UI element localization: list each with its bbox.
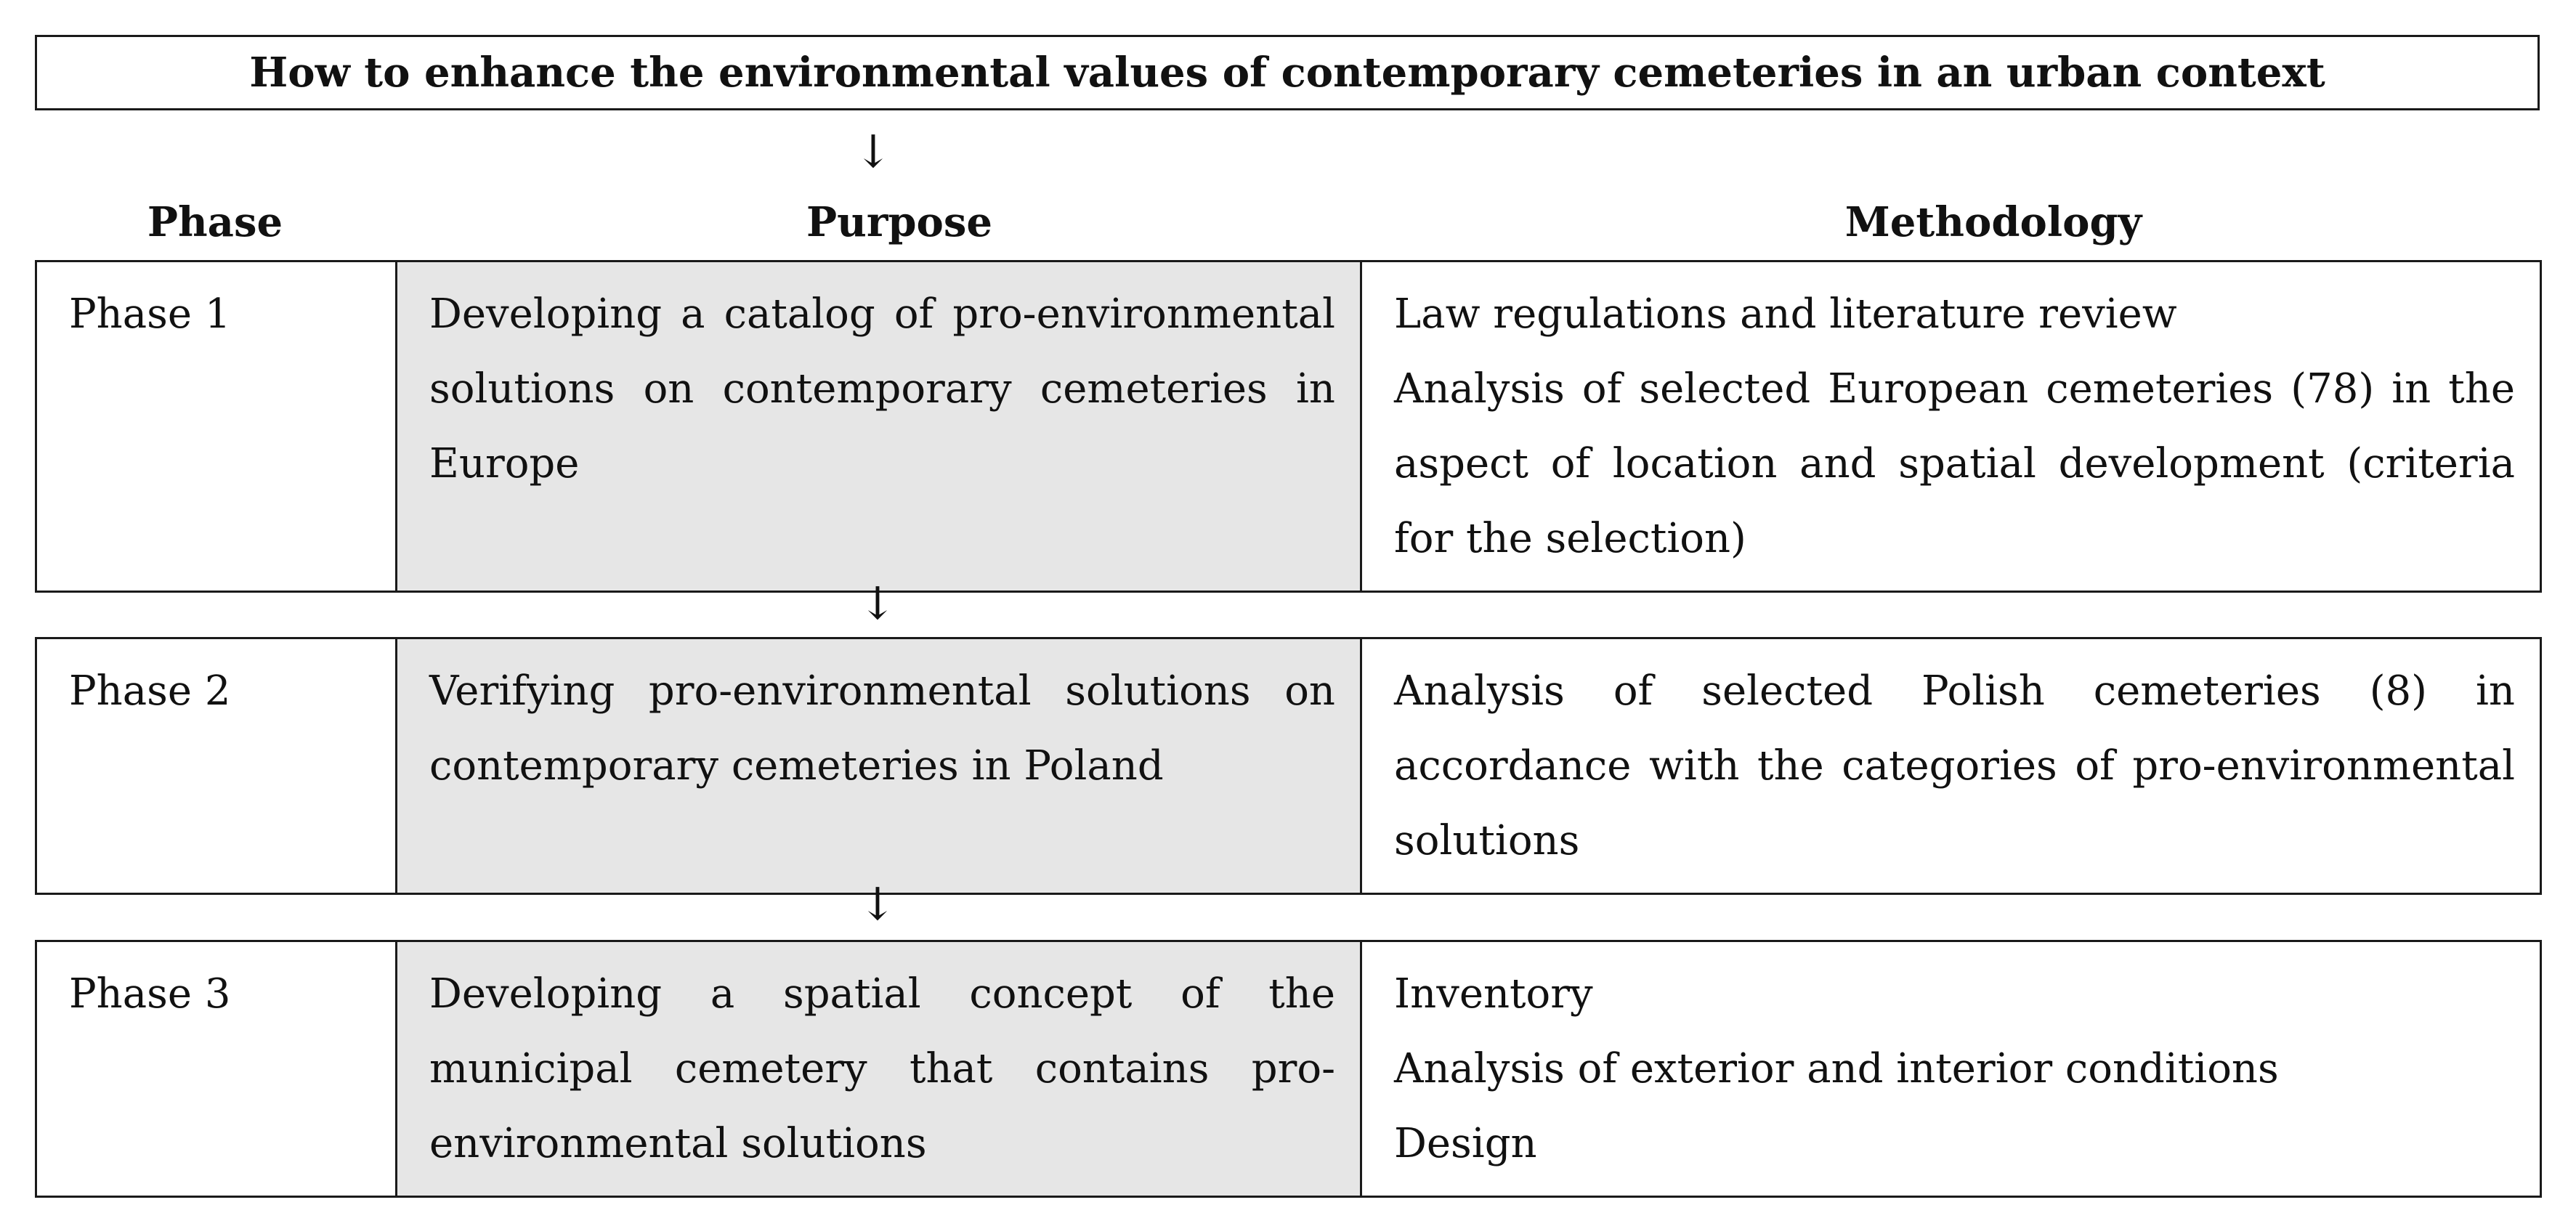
methodology-item: Analysis of exterior and interior conditions	[1394, 1045, 2279, 1092]
purpose-text: Developing a spatial concept of the municipal cemetery that contains pro-environmental solutions	[429, 970, 1335, 1167]
phase-methodology	[1361, 261, 2541, 592]
phase-purpose	[397, 261, 1361, 592]
phase-purpose	[397, 941, 1361, 1197]
phase-1-table	[35, 260, 2542, 593]
methodology-item: Design	[1394, 1120, 1537, 1167]
methodology-item: Analysis of selected Polish cemeteries (8) in accordance with the categories of pro-environmental solutions	[1394, 668, 2515, 864]
phase-purpose	[397, 638, 1361, 894]
header-purpose: Purpose	[806, 198, 992, 246]
phase-2-table	[35, 637, 2542, 895]
header-methodology: Methodology	[1844, 198, 2142, 246]
methodology-item: Inventory	[1394, 970, 1593, 1018]
phase-3-table	[35, 940, 2542, 1198]
header-phase: Phase	[147, 198, 283, 246]
phase-label: Phase 2	[36, 638, 397, 894]
diagram-title: How to enhance the environmental values of contemporary cemeteries in an urban context	[35, 35, 2540, 110]
phase-methodology	[1361, 638, 2541, 894]
phase-methodology	[1361, 941, 2541, 1197]
down-arrow-icon: ↓	[854, 125, 892, 178]
phase-label: Phase 1	[36, 261, 397, 592]
methodology-item: Law regulations and literature review	[1394, 291, 2177, 338]
purpose-text: Verifying pro-environmental solutions on contemporary cemeteries in Poland	[429, 668, 1335, 790]
phase-row	[36, 638, 2541, 894]
purpose-text: Developing a catalog of pro-environmental solutions on contemporary cemeteries in Europe	[429, 291, 1335, 487]
methodology-item: Analysis of selected European cemeteries (78) in the aspect of location and spatial development (criteria for the selection)	[1394, 365, 2515, 562]
phase-label: Phase 3	[36, 941, 397, 1197]
phase-row	[36, 941, 2541, 1197]
down-arrow-icon: ↓	[859, 577, 896, 630]
down-arrow-icon: ↓	[859, 877, 896, 930]
phase-row	[36, 261, 2541, 592]
